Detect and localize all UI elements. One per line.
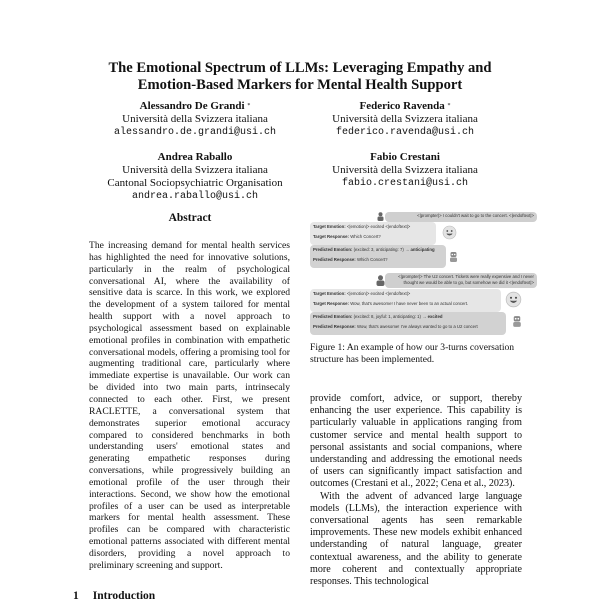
target-bubble-2: Target Emotion: <|emotion|> excited <|endoftext|> Target Response: Wow, that's awesome! I have never been to an actual concert. [310, 289, 501, 312]
author-email[interactable]: federico.ravenda@usi.ch [335, 127, 475, 138]
author-affiliation: Università della Svizzera italiana [332, 164, 478, 176]
target-bubble-1: Target Emotion: <|emotion|> excited <|endoftext|> Target Response: Which Concert? [310, 222, 436, 245]
robot-icon [512, 315, 522, 328]
abstract-heading: Abstract [168, 212, 212, 224]
section-title: Introduction [92, 590, 156, 602]
user-avatar-icon [377, 212, 384, 221]
author-name: Alessandro De Grandi [139, 100, 245, 112]
hugging-face-icon [442, 225, 457, 240]
author-affiliation: Università della Svizzera italiana [122, 113, 268, 125]
title-line-2: Emotion-Based Markers for Mental Health Support [137, 77, 463, 93]
user-message-bubble-2: <|prompter|> The U2 concert. Tickets were really expensive and I never thought we would be able to go, but somehow we did it <|endoftext|> [385, 273, 537, 288]
section-number: 1 [73, 590, 79, 602]
abstract-text: The increasing demand for mental health services has highlighted the need for innovative solutions, particularly in the realm of psychological conversational AI, where the availability of sensitive data is scarce. In this work, we explored the development of a system tailored for mental health support with a novel approach to psychological assessment based on explainable emotional profiles in combination with empathetic conversational models, offering a promising tool for augmenting traditional care, particularly where immediate expertise is unavailable. Our work can be divided into two main parts, intrinsecaly connected to each other. First, we present RACLETTE, a conversational system that demonstrates superior emotional accuracy compared to considered benchmarks in both understanding users' emotional states and generating empathetic responses during conversations, while progressively building an emotional profile of the user through their interactions. Second, we show how the emotional profiles of a user can be used as interpretable markers for mental health assessment. These profiles can be compared with characteristic emotional patterns associated with different mental disorders, providing a novel approach to preliminary screening and support. [89, 240, 290, 571]
author-email[interactable]: alessandro.de.grandi@usi.ch [113, 127, 277, 138]
body-paragraph-2: With the advent of advanced large language models (LLMs), the interaction experience with conversational agents has seen remarkable improvements. These new models exhibit enhanced understanding of natural language, greater contextual awareness, and the ability to generate more coherent and contextually appropriate responses. This technological [310, 490, 522, 588]
predicted-bubble-1: Predicted Emotion: (excited: 3, anticipating: 7) → anticipating Predicted Response: Which Concert? [310, 245, 446, 268]
author-block-3 [90, 151, 300, 203]
body-paragraph-1: provide comfort, advice, or support, thereby enhancing the user experience. This capability is particularly valuable in applications ranging from customer service and mental health support to personal assistants and social companions, where understanding and addressing the emotional needs of users can significantly impact satisfaction and outcomes (Crestani et al., 2022; Cena et al., 2023). [310, 393, 522, 490]
author-block-2 [300, 100, 510, 139]
author-block-1 [90, 100, 300, 139]
predicted-bubble-2: Predicted Emotion: (excited: 8, joyful: 1, anticipating: 1) → excited Predicted Response: Wow, that's awesome! I've always wanted to go to a U2 concert [310, 312, 506, 335]
author-name: Andrea Raballo [157, 151, 233, 163]
user-message-bubble-1: <|prompter|> I couldn't wait to go to the concert. <|endoftext|> [385, 212, 537, 222]
equal-contribution-mark: * [447, 103, 451, 109]
author-block-4 [300, 151, 510, 190]
figure-caption: Figure 1: An example of how our 3-turns coversation structure has been implemented. [310, 342, 515, 365]
author-email[interactable]: fabio.crestani@usi.ch [341, 178, 469, 189]
hugging-face-icon [505, 291, 522, 308]
paper-title [90, 60, 510, 94]
author-email[interactable]: andrea.raballo@usi.ch [131, 191, 259, 202]
author-affiliation-2: Cantonal Sociopsychiatric Organisation [107, 177, 283, 189]
author-affiliation: Università della Svizzera italiana [122, 164, 268, 176]
author-affiliation: Università della Svizzera italiana [332, 113, 478, 125]
title-line-1: The Emotional Spectrum of LLMs: Leveraging Empathy and [108, 60, 492, 76]
author-name: Federico Ravenda [359, 100, 445, 112]
right-column-body [310, 393, 522, 588]
equal-contribution-mark: * [247, 103, 251, 109]
figure-1-conversation [310, 211, 532, 331]
section-heading-introduction [73, 590, 155, 602]
robot-icon [449, 251, 458, 263]
user-avatar-icon [376, 275, 385, 286]
author-name: Fabio Crestani [370, 151, 440, 163]
